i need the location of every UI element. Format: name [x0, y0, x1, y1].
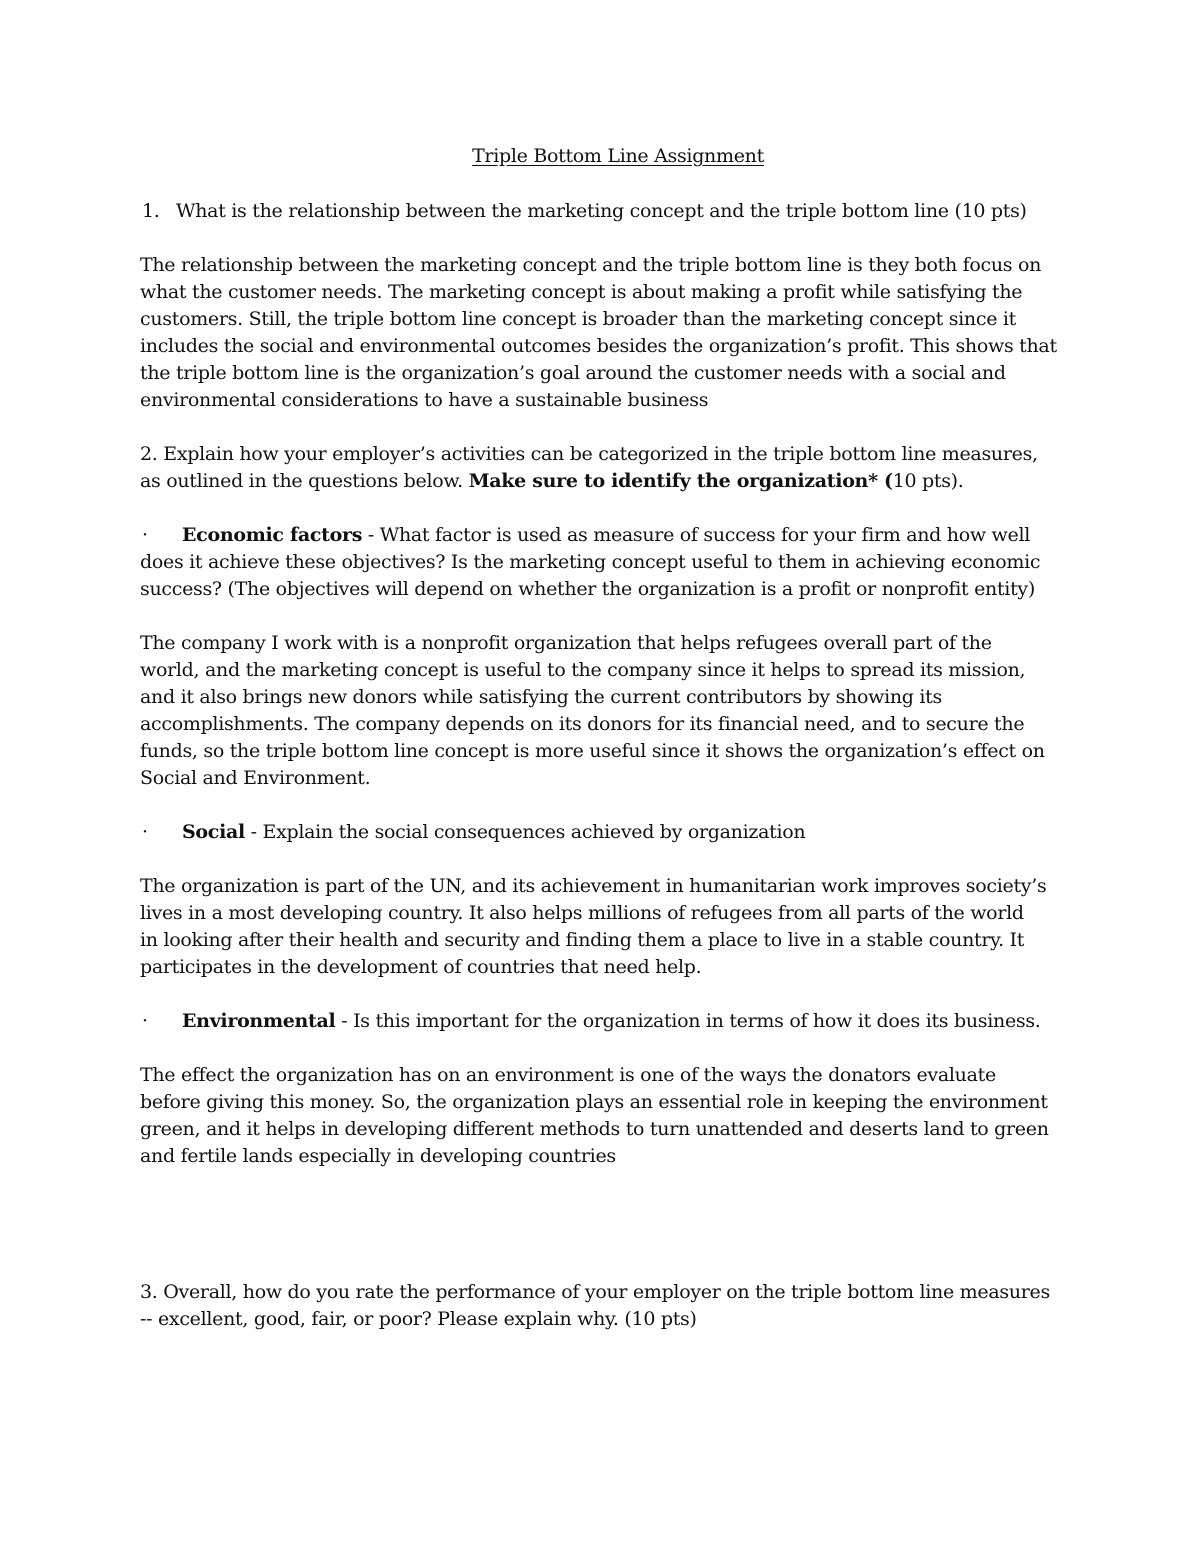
q2-line: 2. Explain how your employer’s activities can be categorized in the triple bottom line measures,: [140, 443, 1038, 465]
economic-question: - What factor is used as measure of success for your firm and how well: [362, 524, 1031, 546]
environmental-prompt: [182, 1008, 1041, 1034]
environmental-answer-line: The effect the organization has on an environment is one of the ways the donators evaluate: [140, 1064, 996, 1086]
economic-label: Economic factors: [182, 524, 363, 546]
social-prompt: [182, 819, 805, 845]
economic-answer-line: world, and the marketing concept is useful to the company since it helps to spread its mission,: [140, 659, 1026, 681]
economic-prompt: [182, 522, 1030, 548]
q3-line: 3. Overall, how do you rate the performance of your employer on the triple bottom line measures: [140, 1281, 1050, 1303]
economic-answer-line: accomplishments. The company depends on its donors for its financial need, and to secure the: [140, 713, 1025, 735]
q2-line: [140, 468, 964, 494]
q2-points: 10 pts).: [892, 470, 964, 492]
environmental-label: Environmental: [182, 1010, 336, 1032]
answer1-line: customers. Still, the triple bottom line concept is broader than the marketing concept since it: [140, 308, 1017, 330]
environmental-answer-line: green, and it helps in developing different methods to turn unattended and deserts land to green: [140, 1118, 1049, 1140]
social-answer-line: participates in the development of countries that need help.: [140, 956, 702, 978]
environmental-question: - Is this important for the organization in terms of how it does its business.: [335, 1010, 1041, 1032]
answer1-line: what the customer needs. The marketing concept is about making a profit while satisfying the: [140, 281, 1023, 303]
answer1-line: the triple bottom line is the organization’s goal around the customer needs with a social and: [140, 362, 1006, 384]
bullet-icon: ·: [142, 524, 149, 546]
environmental-answer-line: and fertile lands especially in developing countries: [140, 1145, 616, 1167]
social-question: - Explain the social consequences achieved by organization: [244, 821, 806, 843]
economic-answer-line: funds, so the triple bottom line concept is more useful since it shows the organization’s effect on: [140, 740, 1045, 762]
social-answer-line: in looking after their health and security and finding them a place to live in a stable country. It: [140, 929, 1025, 951]
economic-question-line: success? (The objectives will depend on whether the organization is a profit or nonprofit entity): [140, 578, 1035, 600]
environmental-answer-line: before giving this money. So, the organization plays an essential role in keeping the environment: [140, 1091, 1048, 1113]
q3-line: -- excellent, good, fair, or poor? Please explain why. (10 pts): [140, 1308, 697, 1330]
bullet-icon: ·: [142, 821, 149, 843]
economic-answer-line: Social and Environment.: [140, 767, 371, 789]
economic-answer-line: and it also brings new donors while satisfying the current contributors by showing its: [140, 686, 942, 708]
q2-bold-instruction: Make sure to identify the organization* (: [468, 470, 893, 492]
answer1-line: includes the social and environmental outcomes besides the organization’s profit. This shows that: [140, 335, 1057, 357]
document-title: Triple Bottom Line Assignment: [472, 145, 764, 167]
answer1-line: environmental considerations to have a sustainable business: [140, 389, 709, 411]
answer1-line: The relationship between the marketing concept and the triple bottom line is they both focus on: [140, 254, 1042, 276]
bullet-icon: ·: [142, 1010, 149, 1032]
economic-question-line: does it achieve these objectives? Is the marketing concept useful to them in achieving economic: [140, 551, 1041, 573]
social-answer-line: lives in a most developing country. It also helps millions of refugees from all parts of the world: [140, 902, 1024, 924]
social-label: Social: [182, 821, 245, 843]
q2-prefix: as outlined in the questions below.: [140, 470, 469, 492]
economic-answer-line: The company I work with is a nonprofit organization that helps refugees overall part of the: [140, 632, 992, 654]
q1-number: 1.: [142, 200, 160, 222]
q1-text: What is the relationship between the marketing concept and the triple bottom line (10 pts): [176, 200, 1027, 222]
social-answer-line: The organization is part of the UN, and its achievement in humanitarian work improves society’s: [140, 875, 1047, 897]
